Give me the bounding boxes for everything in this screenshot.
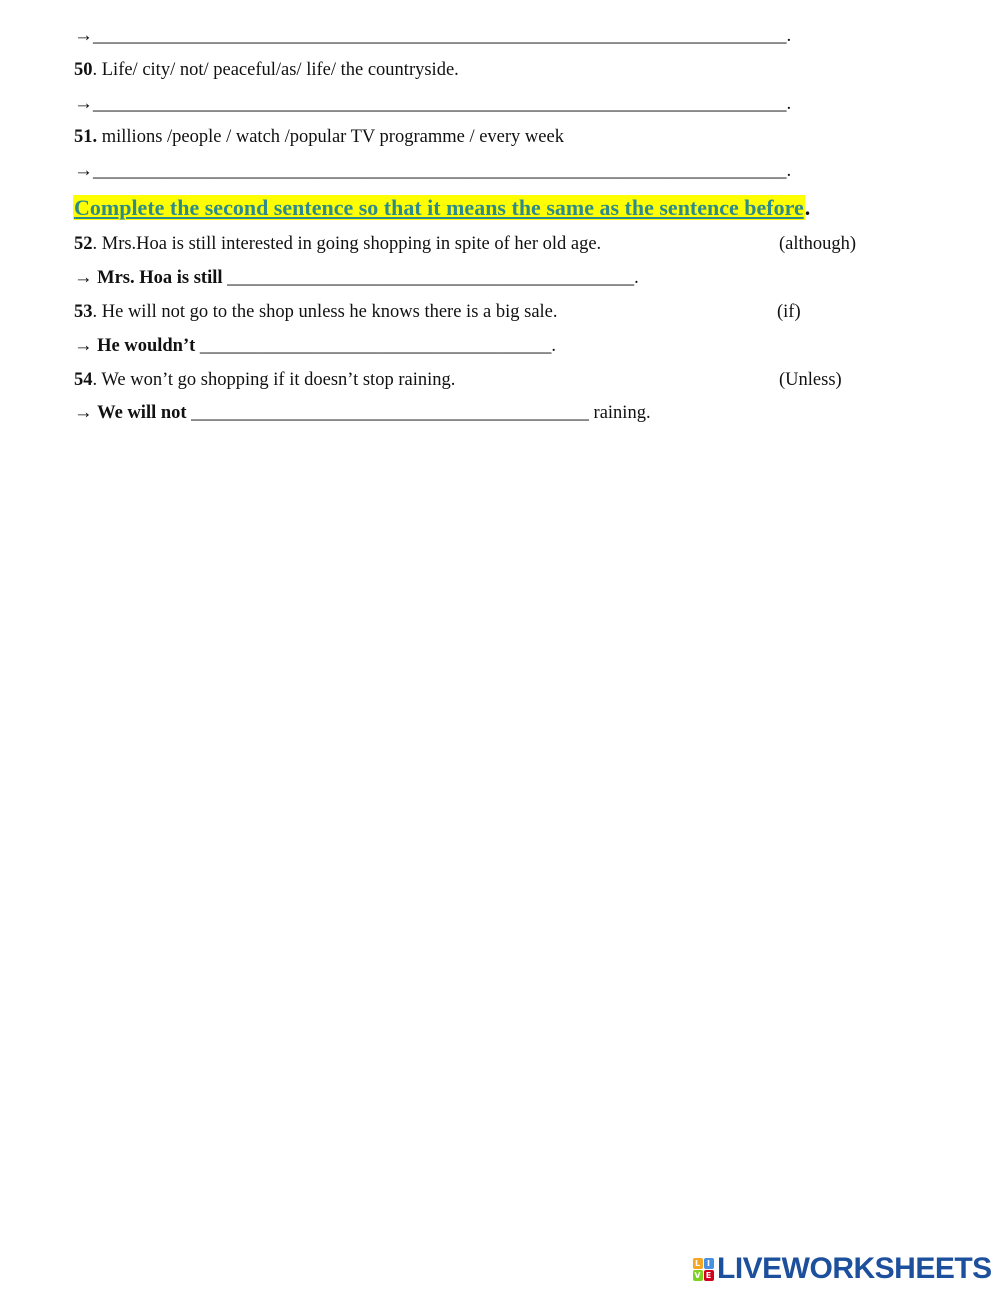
answer-54-prompt: We will not xyxy=(97,403,187,423)
answer-53-prompt: He wouldn’t xyxy=(97,336,196,356)
answer-line-53[interactable] xyxy=(74,337,556,356)
logo-cell-i: I xyxy=(704,1258,714,1269)
liveworksheets-logo xyxy=(692,1254,992,1284)
logo-cell-v: V xyxy=(694,1270,701,1280)
question-54-number: 54 xyxy=(74,370,93,390)
liveworksheets-logo-text: LIVEWORKSHEETS xyxy=(717,1252,992,1285)
answer-line-50[interactable] xyxy=(74,94,791,113)
section-heading xyxy=(73,194,810,221)
answer-line-49-text: →_________________________________________________________________________. xyxy=(74,25,792,46)
answer-line-52[interactable] xyxy=(74,269,639,288)
answer-line-49[interactable] xyxy=(74,26,791,45)
answer-line-50-text: →_________________________________________________________________________. xyxy=(74,93,792,114)
answer-54-blank[interactable]: ___________________________________________ raining. xyxy=(186,403,651,423)
liveworksheets-logo-icon xyxy=(692,1257,714,1281)
answer-arrow: → xyxy=(74,403,98,423)
answer-52-blank[interactable]: ____________________________________________. xyxy=(222,268,639,288)
answer-arrow: → xyxy=(74,336,98,356)
question-53-number: 53 xyxy=(74,302,93,322)
section-heading-period: . xyxy=(804,195,811,220)
question-51 xyxy=(74,128,564,147)
question-53 xyxy=(74,303,558,322)
question-52 xyxy=(74,235,601,254)
answer-arrow: → xyxy=(74,268,98,288)
answer-line-51-text: →_________________________________________________________________________. xyxy=(74,160,792,181)
question-52-number: 52 xyxy=(74,234,93,254)
answer-line-54[interactable] xyxy=(74,404,651,423)
question-54-text: . We won’t go shopping if it doesn’t stop raining. xyxy=(92,370,456,390)
question-53-text: . He will not go to the shop unless he knows there is a big sale. xyxy=(92,302,558,322)
question-52-hint: (although) xyxy=(779,234,857,254)
question-52-text: . Mrs.Hoa is still interested in going shopping in spite of her old age. xyxy=(92,234,602,254)
question-54 xyxy=(74,371,455,390)
question-50-number: 50 xyxy=(74,60,93,80)
question-51-number: 51. xyxy=(74,127,98,147)
logo-cell-e: E xyxy=(704,1270,714,1281)
logo-cell-l: L xyxy=(693,1258,703,1269)
question-50-text: . Life/ city/ not/ peaceful/as/ life/ the countryside. xyxy=(92,60,459,80)
question-53-hint: (if) xyxy=(777,302,801,322)
question-54-hint: (Unless) xyxy=(779,370,842,390)
question-50 xyxy=(74,61,459,80)
section-heading-text: Complete the second sentence so that it means the same as the sentence before xyxy=(74,195,804,220)
answer-52-prompt: Mrs. Hoa is still xyxy=(97,268,223,288)
answer-line-51[interactable] xyxy=(74,161,791,180)
answer-53-blank[interactable]: ______________________________________. xyxy=(195,336,557,356)
question-51-text: millions /people / watch /popular TV programme / every week xyxy=(97,127,564,147)
